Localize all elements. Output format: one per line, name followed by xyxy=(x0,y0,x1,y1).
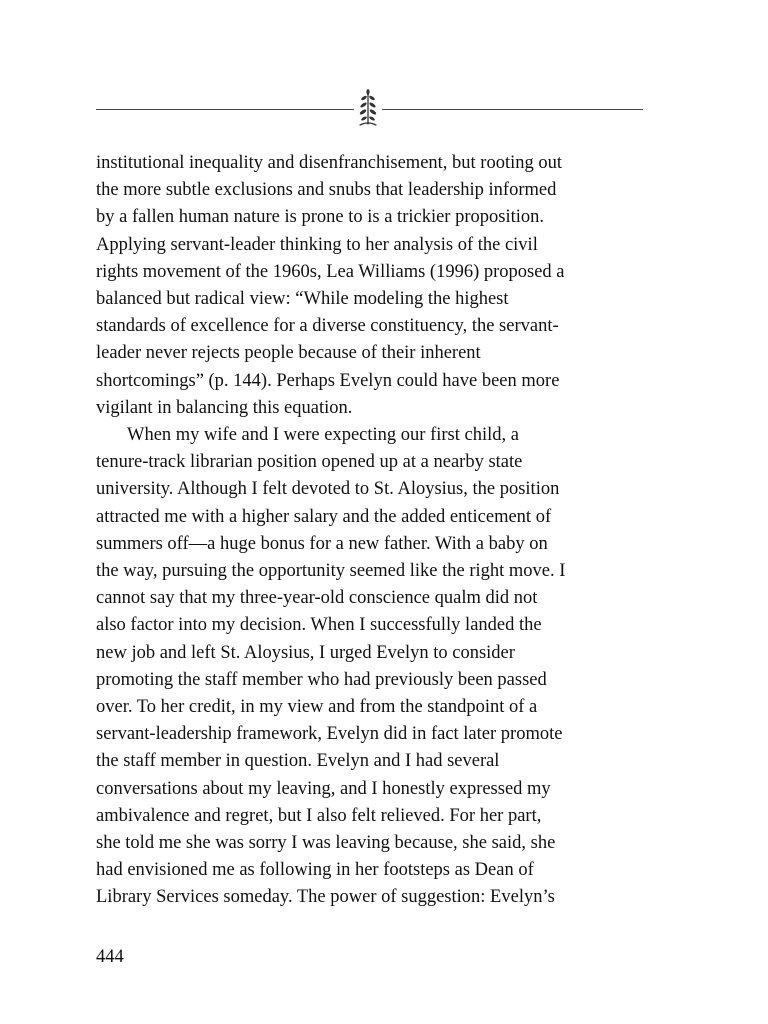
text-line: promoting the staff member who had previously been passed xyxy=(96,669,547,690)
text-line: leader never rejects people because of their inherent xyxy=(96,343,481,364)
text-line: Applying servant-leader thinking to her analysis of the civil xyxy=(96,234,538,255)
text-line: by a fallen human nature is prone to is a trickier proposition. xyxy=(96,207,544,228)
text-line: Library Services someday. The power of suggestion: Evelyn’s xyxy=(96,887,555,908)
text-line: the more subtle exclusions and snubs that leadership informed xyxy=(96,180,557,201)
header-rule-left xyxy=(96,109,354,110)
plant-sprig-icon xyxy=(355,88,381,128)
text-line: also factor into my decision. When I successfully landed the xyxy=(96,615,542,636)
text-line: cannot say that my three-year-old conscience qualm did not xyxy=(96,588,538,609)
text-line: over. To her credit, in my view and from the standpoint of a xyxy=(96,697,538,718)
text-line: standards of excellence for a diverse constituency, the servant- xyxy=(96,316,559,337)
text-line: shortcomings” (p. 144). Perhaps Evelyn could have been more xyxy=(96,370,560,391)
body-text xyxy=(96,150,656,912)
text-line: servant-leadership framework, Evelyn did in fact later promote xyxy=(96,724,563,745)
page-number: 444 xyxy=(96,947,124,967)
text-line: ambivalence and regret, but I also felt relieved. For her part, xyxy=(96,805,542,826)
header-rule-right xyxy=(382,109,643,110)
text-line: When my wife and I were expecting our first child, a xyxy=(127,425,519,446)
text-line: attracted me with a higher salary and the added enticement of xyxy=(96,506,552,527)
text-line: university. Although I felt devoted to St. Aloysius, the position xyxy=(96,479,560,500)
text-line: had envisioned me as following in her footsteps as Dean of xyxy=(96,860,534,881)
text-line: summers off—a huge bonus for a new father. With a baby on xyxy=(96,533,548,554)
text-line: the staff member in question. Evelyn and I had several xyxy=(96,751,500,772)
text-line: she told me she was sorry I was leaving because, she said, she xyxy=(96,833,556,854)
text-line: tenure-track librarian position opened up at a nearby state xyxy=(96,452,523,473)
text-line: new job and left St. Aloysius, I urged Evelyn to consider xyxy=(96,642,515,663)
text-line: rights movement of the 1960s, Lea Williams (1996) proposed a xyxy=(96,261,565,282)
text-line: institutional inequality and disenfranchisement, but rooting out xyxy=(96,153,563,173)
paragraph xyxy=(96,422,656,912)
text-line: vigilant in balancing this equation. xyxy=(96,397,353,418)
text-line: the way, pursuing the opportunity seemed like the right move. I xyxy=(96,561,566,582)
header-ornament xyxy=(96,88,643,128)
text-line: conversations about my leaving, and I honestly expressed my xyxy=(96,778,551,799)
text-line: balanced but radical view: “While modeling the highest xyxy=(96,289,509,310)
paragraph xyxy=(96,150,656,422)
